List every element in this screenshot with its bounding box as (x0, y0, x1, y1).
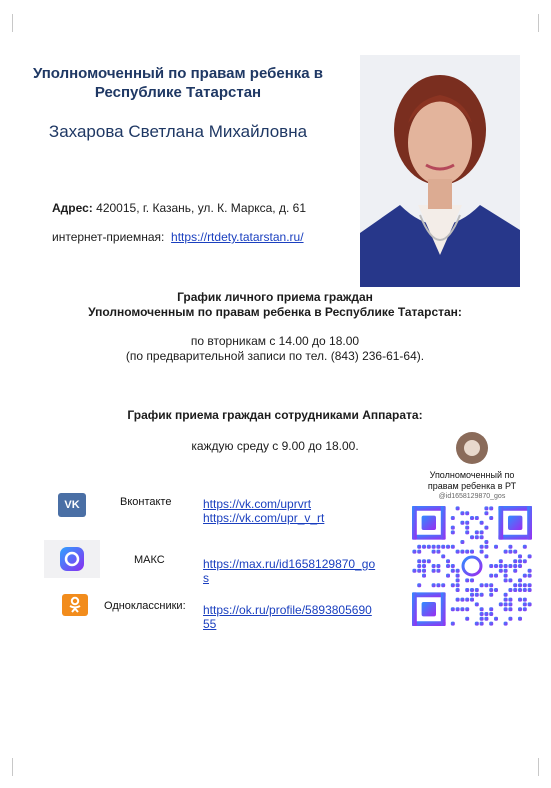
title-line-2: Республике Татарстан (94, 84, 262, 101)
qr-module (484, 511, 488, 515)
qr-module (518, 583, 522, 587)
qr-module (494, 574, 498, 578)
qr-module (504, 598, 508, 602)
vk-link-1[interactable]: https://vk.com/uprvrt (203, 497, 312, 511)
personal-schedule-heading (20, 290, 530, 320)
personal-schedule-line-1: по вторникам с 14.00 до 18.00 (190, 334, 360, 348)
qr-module (446, 574, 450, 578)
qr-module (427, 545, 431, 549)
ok-link-2[interactable]: 55 (203, 617, 217, 631)
qr-module (412, 621, 446, 626)
qr-module (508, 588, 512, 592)
qr-module (412, 506, 417, 540)
qr-module (436, 550, 440, 554)
qr-module (498, 535, 532, 540)
address-value: 420015, г. Казань, ул. К. Маркса, д. 61 (96, 201, 306, 215)
qr-module (513, 569, 517, 573)
qr-module (451, 569, 455, 573)
qr-module (513, 588, 517, 592)
internet-label: интернет-приемная: (52, 230, 165, 244)
qr-module (484, 612, 488, 616)
social-row-ok (0, 592, 400, 632)
address-label: Адрес: (52, 201, 93, 215)
qr-module (475, 530, 479, 534)
qr-module (475, 535, 479, 539)
staff-schedule-heading: График приема граждан сотрудниками Аппарата: (127, 408, 423, 422)
qr-module (422, 516, 436, 530)
qr-module (432, 564, 436, 568)
qr-module (470, 598, 474, 602)
qr-module (456, 569, 460, 573)
qr-module (422, 569, 426, 573)
qr-module (528, 588, 532, 592)
qr-module (518, 578, 522, 582)
qr-module (508, 617, 512, 621)
qr-module (456, 583, 460, 587)
qr-module (456, 578, 460, 582)
qr-module (489, 588, 493, 592)
qr-module (436, 564, 440, 568)
qr-module (475, 602, 479, 606)
qr-module (489, 607, 493, 611)
qr-module (460, 540, 464, 544)
person-name: Захарова Светлана Михайловна (48, 122, 308, 141)
portrait-photo (360, 55, 520, 287)
qr-module (465, 550, 469, 554)
social-row-vk (0, 490, 400, 530)
qr-module (436, 583, 440, 587)
qr-module (508, 545, 512, 549)
qr-module (460, 521, 464, 525)
qr-module (441, 592, 446, 626)
qr-module (460, 550, 464, 554)
qr-module (504, 550, 508, 554)
qr-module (513, 559, 517, 563)
personal-schedule-line-2: (по предварительной записи по тел. (843) 236-61-64). (125, 349, 425, 363)
qr-module (504, 564, 508, 568)
qr-module (523, 588, 527, 592)
qr-module (494, 588, 498, 592)
qr-module (417, 564, 421, 568)
qr-module (523, 607, 527, 611)
qr-module (432, 583, 436, 587)
personal-schedule-heading-line-1: График личного приема граждан (177, 290, 373, 304)
qr-block (402, 432, 542, 652)
qr-module (451, 583, 455, 587)
qr-module (489, 516, 493, 520)
qr-label-line-2: правам ребенка в РТ (427, 481, 517, 491)
qr-module (480, 607, 484, 611)
qr-module (470, 516, 474, 520)
qr-center-logo (463, 557, 481, 575)
qr-module (489, 583, 493, 587)
qr-module (422, 564, 426, 568)
qr-module (412, 535, 446, 540)
qr-module (432, 550, 436, 554)
qr-module (484, 545, 488, 549)
qr-module (489, 593, 493, 597)
max-label: МАКС (134, 554, 165, 566)
qr-module (499, 564, 503, 568)
qr-module (412, 569, 416, 573)
qr-module (465, 578, 469, 582)
qr-module (451, 516, 455, 520)
qr-code-graphic (412, 506, 532, 626)
qr-module (465, 617, 469, 621)
qr-module (528, 554, 532, 558)
qr-module (499, 569, 503, 573)
qr-module (432, 545, 436, 549)
crop-mark-top-right (538, 14, 549, 32)
qr-module (508, 564, 512, 568)
qr-module (489, 506, 493, 510)
qr-module (451, 564, 455, 568)
max-link-1[interactable]: https://max.ru/id1658129870_go (203, 557, 376, 571)
qr-module (484, 506, 488, 510)
qr-module (489, 564, 493, 568)
qr-label-line-1: Уполномоченный по (429, 470, 515, 480)
qr-module (489, 574, 493, 578)
qr-module (417, 583, 421, 587)
qr-module (465, 526, 469, 530)
title-line-1: Уполномоченный по правам ребенка в (32, 65, 324, 82)
qr-module (456, 574, 460, 578)
qr-handle: @id1658129870_gos (438, 493, 506, 500)
internet-link[interactable]: https://rtdety.tatarstan.ru/ (171, 230, 304, 244)
ok-links (203, 603, 395, 631)
qr-module (460, 511, 464, 515)
qr-module (518, 564, 522, 568)
qr-module (504, 569, 508, 573)
qr-code[interactable] (412, 506, 532, 626)
qr-module (518, 598, 522, 602)
qr-module (523, 545, 527, 549)
qr-label (402, 470, 542, 492)
qr-module (441, 545, 445, 549)
qr-module (422, 602, 436, 616)
qr-module (432, 569, 436, 573)
qr-module (456, 550, 460, 554)
qr-module (484, 554, 488, 558)
qr-module (475, 588, 479, 592)
qr-module (456, 607, 460, 611)
qr-module (465, 607, 469, 611)
qr-module (412, 592, 446, 597)
internet-reception (52, 230, 304, 244)
qr-module (518, 588, 522, 592)
qr-module (451, 607, 455, 611)
qr-module (523, 574, 527, 578)
qr-module (494, 617, 498, 621)
qr-module (528, 602, 532, 606)
qr-module (513, 550, 517, 554)
qr-module (499, 602, 503, 606)
qr-module (504, 574, 508, 578)
qr-module (494, 545, 498, 549)
qr-module (456, 598, 460, 602)
qr-module (460, 607, 464, 611)
qr-module (489, 612, 493, 616)
qr-module (513, 583, 517, 587)
qr-module (417, 559, 421, 563)
qr-module (417, 550, 421, 554)
qr-module (475, 516, 479, 520)
qr-module (508, 578, 512, 582)
qr-module (470, 535, 474, 539)
qr-module (504, 607, 508, 611)
vk-links (203, 497, 395, 525)
qr-module (518, 617, 522, 621)
qr-module (465, 588, 469, 592)
qr-module (480, 545, 484, 549)
qr-module (480, 535, 484, 539)
crop-mark-bottom-right (538, 758, 549, 776)
qr-module (504, 593, 508, 597)
qr-module (523, 598, 527, 602)
qr-module (422, 559, 426, 563)
qr-module (441, 506, 446, 540)
personal-schedule-text (20, 334, 530, 364)
qr-module (513, 564, 517, 568)
max-link-2[interactable]: s (203, 571, 209, 585)
qr-module (460, 598, 464, 602)
qr-module (518, 554, 522, 558)
qr-module (465, 598, 469, 602)
max-links (203, 557, 395, 585)
ok-logo-shape (68, 596, 82, 614)
qr-module (417, 545, 421, 549)
qr-module (484, 583, 488, 587)
social-row-max (0, 540, 400, 585)
ok-label: Одноклассники: (104, 600, 186, 612)
qr-module (508, 598, 512, 602)
qr-module (451, 622, 455, 626)
qr-module (508, 550, 512, 554)
qr-module (451, 545, 455, 549)
qr-module (528, 583, 532, 587)
qr-module (441, 554, 445, 558)
qr-module (417, 569, 421, 573)
qr-module (480, 617, 484, 621)
odnoklassniki-icon[interactable] (62, 594, 88, 616)
qr-module (527, 506, 532, 540)
vk-link-2[interactable]: https://vk.com/upr_v_rt (203, 511, 325, 525)
qr-module (489, 622, 493, 626)
qr-module (523, 602, 527, 606)
max-logo-shape (59, 546, 85, 572)
qr-module (470, 593, 474, 597)
emblem-icon (456, 432, 488, 464)
qr-module (470, 550, 474, 554)
qr-module (422, 545, 426, 549)
qr-module (465, 530, 469, 534)
qr-module (504, 602, 508, 606)
vk-icon[interactable]: VK (58, 493, 86, 517)
qr-module (470, 578, 474, 582)
qr-module (528, 569, 532, 573)
qr-module (508, 607, 512, 611)
qr-module (451, 526, 455, 530)
crop-mark-top-left (2, 14, 13, 32)
qr-module (480, 521, 484, 525)
address (52, 201, 306, 215)
qr-module (480, 550, 484, 554)
qr-module (446, 564, 450, 568)
qr-module (518, 559, 522, 563)
qr-module (518, 607, 522, 611)
qr-module (412, 592, 417, 626)
max-messenger-icon[interactable] (44, 540, 100, 578)
qr-module (475, 622, 479, 626)
qr-module (480, 593, 484, 597)
page-title (18, 64, 338, 102)
portrait-illustration (360, 55, 520, 287)
qr-module (498, 506, 503, 540)
ok-link-1[interactable]: https://ok.ru/profile/5893805690 (203, 603, 372, 617)
qr-module (494, 564, 498, 568)
qr-module (412, 506, 446, 511)
staff-schedule-line: каждую среду с 9.00 до 18.00. (191, 439, 359, 453)
qr-module (504, 622, 508, 626)
qr-module (480, 622, 484, 626)
qr-module (456, 588, 460, 592)
qr-module (422, 574, 426, 578)
qr-module (484, 540, 488, 544)
qr-module (465, 511, 469, 515)
qr-module (441, 583, 445, 587)
qr-module (523, 559, 527, 563)
qr-module (499, 559, 503, 563)
qr-module (480, 583, 484, 587)
qr-module (480, 530, 484, 534)
qr-module (446, 545, 450, 549)
qr-module (446, 559, 450, 563)
qr-module (456, 506, 460, 510)
personal-schedule-heading-line-2: Уполномоченным по правам ребенка в Республике Татарстан: (88, 305, 462, 319)
qr-module (484, 526, 488, 530)
qr-module (451, 530, 455, 534)
qr-module (475, 593, 479, 597)
qr-module (508, 602, 512, 606)
crop-mark-bottom-left (2, 758, 13, 776)
qr-module (427, 559, 431, 563)
qr-module (436, 569, 440, 573)
qr-module (508, 516, 522, 530)
qr-module (412, 550, 416, 554)
qr-module (436, 545, 440, 549)
qr-module (480, 612, 484, 616)
qr-module (465, 521, 469, 525)
qr-module (498, 506, 532, 511)
vk-label: Вконтакте (120, 496, 172, 508)
qr-module (528, 574, 532, 578)
qr-module (504, 578, 508, 582)
qr-module (470, 588, 474, 592)
qr-module (484, 617, 488, 621)
qr-module (523, 583, 527, 587)
